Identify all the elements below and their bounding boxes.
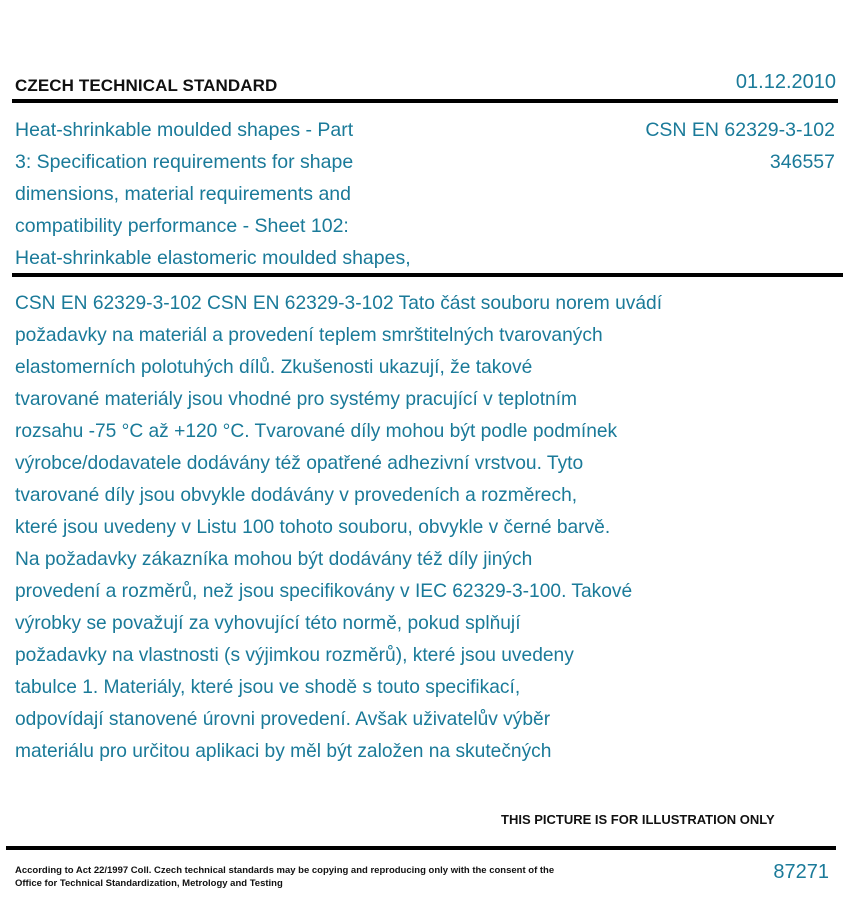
standard-type-heading: CZECH TECHNICAL STANDARD <box>15 76 278 95</box>
footer-divider <box>6 846 836 850</box>
standard-code: CSN EN 62329-3-102 <box>645 119 835 141</box>
publication-date: 01.12.2010 <box>735 71 836 93</box>
catalog-number: 346557 <box>769 151 835 173</box>
document-abstract: CSN EN 62329-3-102 CSN EN 62329-3-102 Tato část souboru norem uvádí požadavky na materiál a provedení teplem smrštitelných tvarovaných elastomerních polotuhých dílů. Zkušenosti ukazují, že takové tvarované materiály jsou vhodné pro systémy pracující v teplotním rozsahu -75 °C až +120 °C. Tvarované díly mohou být podle podmínek výrobce/dodavatele dodávány též opatřené adhezivní vrstvou. Tyto tvarované díly jsou obvykle dodávány v provedeních a rozměrech, které jsou uvedeny v Listu 100 tohoto souboru, obvykle v černé barvě. Na požadavky zákazníka mohou být dodávány též díly jiných provedení a rozměrů, než jsou specifikovány v IEC 62329-3-100. Takové výrobky se považují za vyhovující této normě, pokud splňují požadavky na vlastnosti (s výjimkou rozměrů), které jsou uvedeny tabulce 1. Materiály, které jsou ve shodě s touto specifikací, odpovídají stanovené úrovni provedení. Avšak uživatelův výběr materiálu pro určitou aplikaci by měl být založen na skutečných <box>15 293 663 762</box>
header-divider <box>12 99 838 103</box>
document-code-block <box>645 114 835 178</box>
footer-reference-number: 87271 <box>773 861 829 883</box>
document-title: Heat-shrinkable moulded shapes - Part 3: Specification requirements for shape dimensions, material requirements and compatibility performance - Sheet 102: Heat-shrinkable elastomeric moulded shapes, <box>15 119 411 269</box>
copyright-notice: According to Act 22/1997 Coll. Czech technical standards may be copying and reproducing only with the consent of the Office for Technical Standardization, Metrology and Testing <box>15 865 555 889</box>
title-divider <box>12 273 843 277</box>
illustration-disclaimer: THIS PICTURE IS FOR ILLUSTRATION ONLY <box>501 812 775 827</box>
